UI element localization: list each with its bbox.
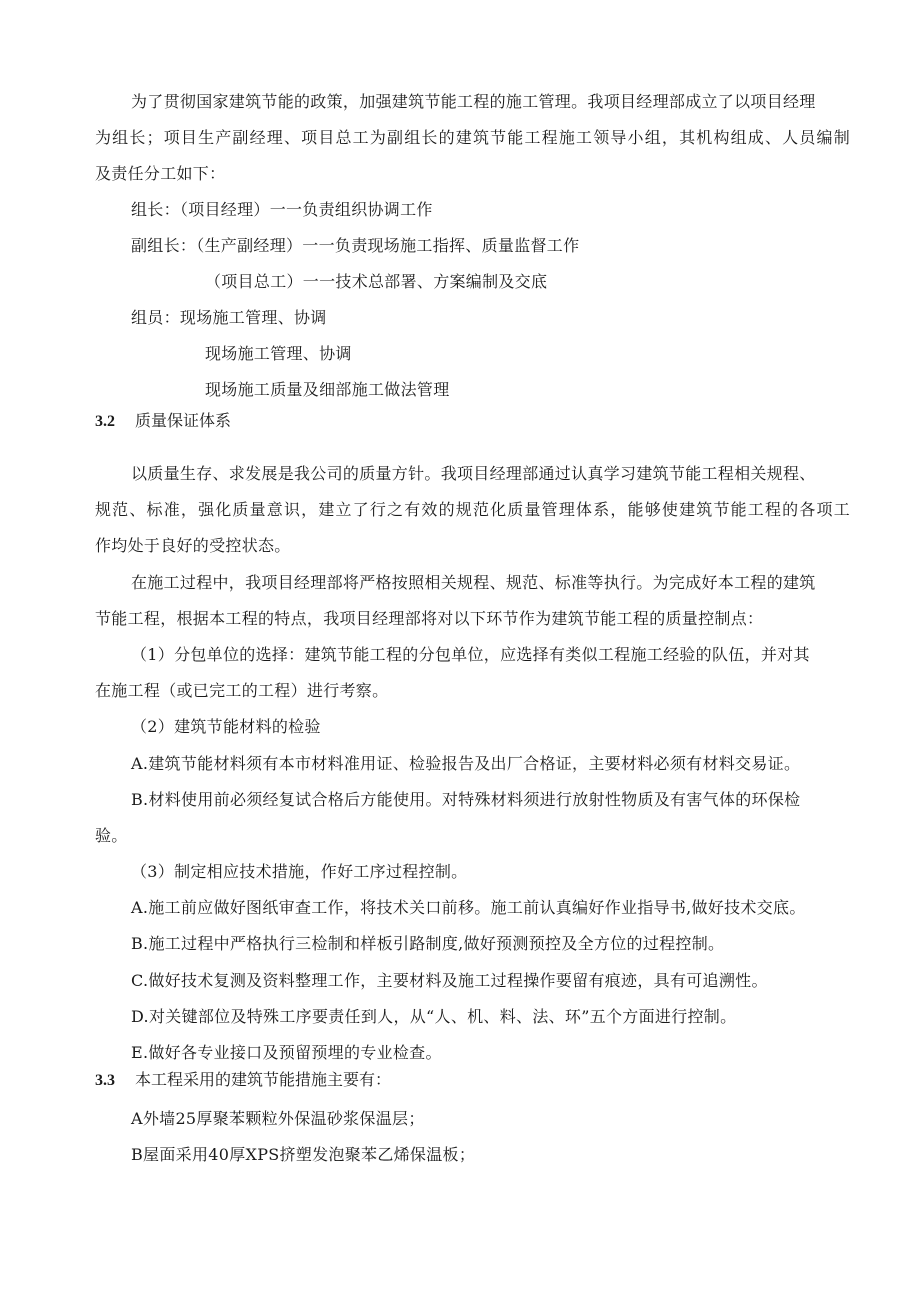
measure-a: A外墙25厚聚苯颗粒外保温砂浆保温层；	[131, 1109, 425, 1128]
intro-line-1: 为了贯彻国家建筑节能的政策，加强建筑节能工程的施工管理。我项目经理部成立了以项目经理	[131, 92, 816, 111]
item-3-d: D.对关键部位及特殊工序要责任到人，从“人、机、料、法、环”五个方面进行控制。	[131, 1007, 737, 1026]
team-members: 组员：现场施工管理、协调	[131, 308, 327, 327]
section-number: 3.3	[95, 1072, 115, 1089]
team-deputy-2: （项目总工）一一技术总部署、方案编制及交底	[205, 272, 548, 291]
item-3-e: E.做好各专业接口及预留预埋的专业检查。	[131, 1043, 442, 1062]
item-3-a: A.施工前应做好图纸审查工作，将技术关口前移。施工前认真编好作业指导书,做好技术交底。	[131, 898, 806, 917]
item-3-b: B.施工过程中严格执行三检制和样板引路制度,做好预测预控及全方位的过程控制。	[131, 934, 725, 953]
item-1-line-1: （1）分包单位的选择：建筑节能工程的分包单位，应选择有类似工程施工经验的队伍，并对其	[131, 645, 810, 664]
s32-p1-line-2: 规范、标准，强化质量意识，建立了行之有效的规范化质量管理体系，能够使建筑节能工程的各项工	[95, 500, 850, 519]
team-deputy: 副组长：（生产副经理）一一负责现场施工指挥、质量监督工作	[131, 236, 580, 255]
item-1-line-2: 在施工程（或已完工的工程）进行考察。	[95, 681, 389, 700]
item-2-b-line-1: B.材料使用前必须经复试合格后方能使用。对特殊材料须进行放射性物质及有害气体的环保检	[131, 790, 801, 809]
section-3-3-heading	[95, 1070, 391, 1091]
team-member-2: 现场施工管理、协调	[205, 344, 352, 363]
intro-line-2: 为组长；项目生产副经理、项目总工为副组长的建筑节能工程施工领导小组，其机构组成、人员编制	[95, 128, 850, 147]
s32-p2-line-2: 节能工程，根据本工程的特点，我项目经理部将对以下环节作为建筑节能工程的质量控制点：	[95, 609, 764, 628]
section-title: 本工程采用的建筑节能措施主要有：	[135, 1070, 392, 1089]
item-3-c: C.做好技术复测及资料整理工作，主要材料及施工过程操作要留有痕迹，具有可追溯性。	[131, 971, 768, 990]
item-2-a: A.建筑节能材料须有本市材料准用证、检验报告及出厂合格证，主要材料必须有材料交易证。	[131, 754, 801, 773]
team-leader: 组长：（项目经理）一一负责组织协调工作	[131, 200, 433, 219]
s32-p2-line-1: 在施工过程中，我项目经理部将严格按照相关规程、规范、标准等执行。为完成好本工程的建筑	[131, 573, 816, 592]
section-title: 质量保证体系	[135, 411, 232, 430]
s32-p1-line-1: 以质量生存、求发展是我公司的质量方针。我项目经理部通过认真学习建筑节能工程相关规程、	[131, 464, 816, 483]
team-member-3: 现场施工质量及细部施工做法管理	[205, 380, 450, 399]
intro-line-3: 及责任分工如下：	[95, 164, 226, 183]
s32-p1-line-3: 作均处于良好的受控状态。	[95, 536, 291, 555]
item-3: （3）制定相应技术措施，作好工序过程控制。	[131, 862, 468, 881]
section-3-2-heading	[95, 411, 231, 432]
measure-b: B屋面采用40厚XPS挤塑发泡聚苯乙烯保温板；	[131, 1145, 476, 1164]
item-2-b-line-2: 验。	[95, 826, 128, 845]
section-number: 3.2	[95, 413, 115, 430]
item-2: （2）建筑节能材料的检验	[131, 717, 321, 736]
